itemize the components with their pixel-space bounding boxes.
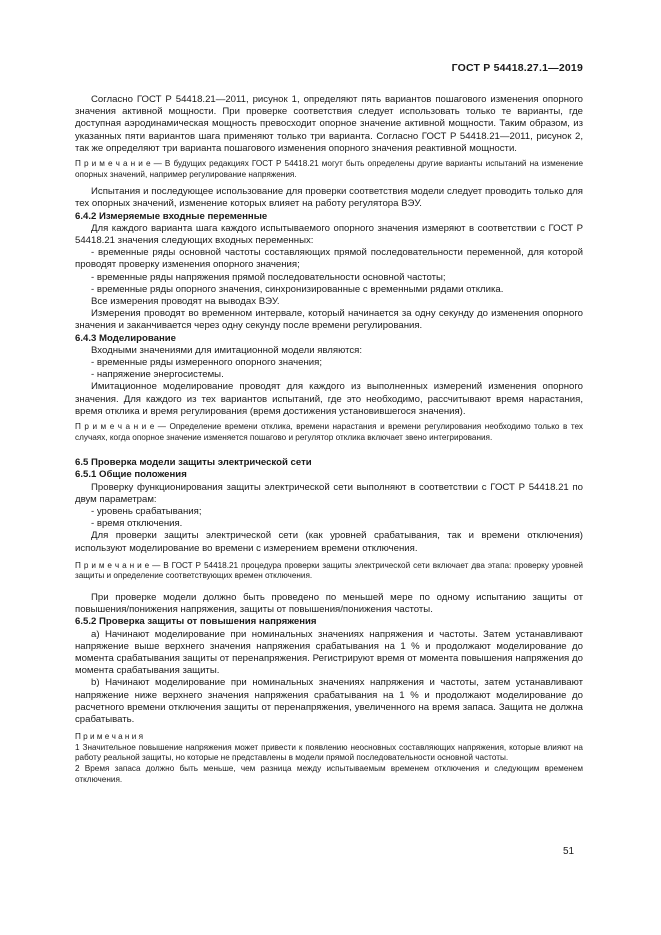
paragraph: Согласно ГОСТ Р 54418.21—2011, рисунок 1, определяют пять вариантов пошагового изменения опорного значения активной мощности. При проверке соответствия следует использовать только те варианты, где доступная аэродинамическая мощность превосходит опорное значение активной мощности. Таким образом, из указанных пяти вариантов шага применяют только три варианта. Согласно ГОСТ Р 54418.21—2011, рисунок 2, так же определяют три варианта пошагового изменения опорного значения реактивной мощности. xyxy=(75,94,583,154)
list-item: - время отключения. xyxy=(91,518,183,530)
section-heading: 6.5 Проверка модели защиты электрической сети xyxy=(75,457,312,469)
note: П р и м е ч а н и е — Определение времени отклика, времени нарастания и времени регулирования необходимо только в тех случаях, когда опорное значение изменяется пошагово и регулятор отклика включает звено интегрирования. xyxy=(75,422,583,442)
section-heading: 6.4.2 Измеряемые входные переменные xyxy=(75,210,268,222)
list-item: - уровень срабатывания; xyxy=(91,506,202,518)
list-item: - временные ряды напряжения прямой последовательности основной частоты; xyxy=(91,271,446,283)
list-item: - временные ряды измеренного опорного значения; xyxy=(91,357,323,369)
note: 2 Время запаса должно быть меньше, чем разница между испытываемым временем отключения и следующим временем отключения. xyxy=(75,764,583,784)
list-item: - напряжение энергосистемы. xyxy=(91,369,224,381)
paragraph: Все измерения проводят на выводах ВЭУ. xyxy=(91,296,280,308)
notes-title: П р и м е ч а н и я xyxy=(75,732,144,742)
paragraph: Измерения проводят во временном интервале, который начинается за одну секунду до изменения опорного значения и заканчивается через одну секунду после времени регулирования. xyxy=(75,308,583,332)
section-heading: 6.4.3 Моделирование xyxy=(75,332,177,344)
section-heading: 6.5.1 Общие положения xyxy=(75,469,187,481)
paragraph: Имитационное моделирование проводят для каждого из выполненных измерений изменения опорного значения. Для каждого из тех вариантов испытаний, где это необходимо, рассчитывают время нарастания, время отклика и время регулирования (время достижения установившегося значения). xyxy=(75,381,583,417)
note: П р и м е ч а н и е — В будущих редакциях ГОСТ Р 54418.21 могут быть определены другие варианты испытаний на изменение опорных значений, например регулирование напряжения. xyxy=(75,159,583,179)
page-number: 51 xyxy=(563,846,575,857)
section-heading: 6.5.2 Проверка защиты от повышения напряжения xyxy=(75,616,317,628)
list-item: - временные ряды основной частоты составляющих прямой последовательности переменной, для которой проводят проверку изменения опорного значения; xyxy=(75,247,583,271)
document-body xyxy=(75,94,583,785)
paragraph: Проверку функционирования защиты электрической сети выполняют в соответствии с ГОСТ Р 54418.21 по двум параметрам: xyxy=(75,481,583,505)
document-header: ГОСТ Р 54418.27.1—2019 xyxy=(451,62,583,74)
paragraph: а) Начинают моделирование при номинальных значениях напряжения и частоты. Затем устанавливают напряжение выше верхнего значения напряжения срабатывания на 1 % и продолжают моделирование до момента срабатывания защиты от перенапряжения. Регистрируют время от момента повышения напряжения до момента срабатывания защиты. xyxy=(75,628,583,677)
note: П р и м е ч а н и е — В ГОСТ Р 54418.21 процедура проверки защиты электрической сети включает два этапа: проверку уровней защиты и определение соответствующих времен отключения. xyxy=(75,560,583,581)
list-item: - временные ряды опорного значения, синхронизированные с временными рядами отклика. xyxy=(91,283,504,295)
paragraph: Входными значениями для имитационной модели являются: xyxy=(91,344,363,356)
paragraph: Испытания и последующее использование для проверки соответствия модели следует проводить только для тех опорных значений, изменение которых влияет на работу регулятора ВЭУ. xyxy=(75,186,583,210)
paragraph: Для каждого варианта шага каждого испытываемого опорного значения измеряют в соответствии с ГОСТ Р 54418.21 значения следующих входных переменных: xyxy=(75,222,583,247)
paragraph: При проверке модели должно быть проведено по меньшей мере по одному испытанию защиты от повышения/понижения напряжения, защиты от повышения/понижения частоты. xyxy=(75,592,583,616)
paragraph: b) Начинают моделирование при номинальных значениях напряжения и частоты, затем устанавливают напряжение ниже верхнего значения напряжения срабатывания на 1 % и продолжают моделирование до расчетного времени отключения защиты от перенапряжения, увеличенного на время запаса. Защита не должна срабатывать. xyxy=(75,677,583,726)
paragraph: Для проверки защиты электрической сети (как уровней срабатывания, так и времени отключения) используют моделирование во времени с измерением времени отключения. xyxy=(75,530,583,554)
note: 1 Значительное повышение напряжения может привести к появлению неосновных составляющих напряжения, которые влияют на работу реальной защиты, но которые не представлены в модели прямой последовательности основной частоты. xyxy=(75,742,583,763)
